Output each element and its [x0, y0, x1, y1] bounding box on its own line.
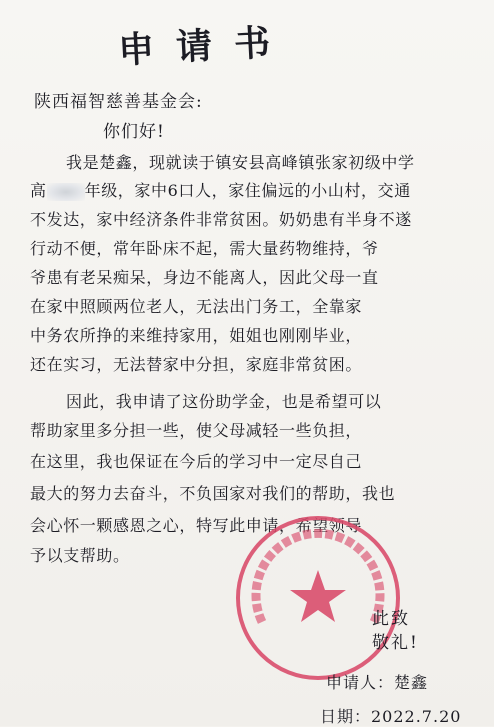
- body-line-text: 最大的努力去奋斗，不负国家对我们的帮助，我也: [30, 484, 396, 503]
- body-line-text: 爷患有老呆痴呆，身边不能离人，因此父母一直: [30, 268, 379, 287]
- signing-date: 日期：2022.7.20: [320, 707, 462, 726]
- body-line-text: 会心怀一颗感恩之心，特写此申请，希望领导: [30, 516, 363, 535]
- applicant-signature: 申请人：楚鑫: [326, 673, 429, 692]
- greeting: 你们好!: [103, 122, 165, 142]
- body-line-text: 因此，我申请了这份助学金，也是希望可以: [66, 392, 382, 411]
- body-line-10: [30, 418, 470, 441]
- body-line-4: [30, 236, 470, 259]
- body-line-9: [66, 389, 494, 412]
- body-line-1: [66, 150, 494, 173]
- body-line-11: [30, 449, 470, 472]
- body-line-text: 中务农所挣的来维持家用，姐姐也刚刚毕业，: [30, 326, 363, 345]
- body-line-5: [30, 265, 470, 288]
- body-line-12: [30, 481, 470, 504]
- body-line-text: 在家中照顾两位老人，无法出门务工，全靠家: [30, 297, 363, 316]
- body-line-text: 还在实习，无法替家中分担，家庭非常贫困。: [30, 355, 363, 374]
- body-line-text: 在这里，我也保证在今后的学习中一定尽自己: [30, 452, 363, 471]
- body-line-6: [30, 294, 470, 317]
- addressee: 陕西福智慈善基金会:: [34, 92, 203, 112]
- body-line-8: [30, 352, 470, 375]
- closing-line-2: 敬礼!: [372, 633, 419, 653]
- body-line-3: [30, 207, 470, 230]
- body-line-text: 予以支帮助。: [30, 546, 130, 565]
- body-line-2: [30, 178, 470, 201]
- document-title: 申请书: [117, 20, 294, 72]
- seal-star-icon: [290, 570, 346, 622]
- body-line-text: 行动不便，常年卧床不起，需大量药物维持，爷: [30, 239, 379, 258]
- body-line-text: 帮助家里多分担一些，使父母减轻一些负担，: [30, 421, 363, 440]
- body-line-text: 高: [30, 181, 47, 200]
- body-line-7: [30, 323, 470, 346]
- official-seal: [232, 512, 404, 684]
- body-line-text: 年级，家中6口人，家住偏远的小山村，交通: [84, 181, 411, 200]
- body-line-text: 我是楚鑫，现就读于镇安县高峰镇张家初级中学: [66, 153, 415, 172]
- body-line-text: 不发达，家中经济条件非常贫困。奶奶患有半身不遂: [30, 210, 412, 229]
- closing-line-1: 此致: [372, 609, 410, 629]
- redacted-grade: [47, 183, 85, 201]
